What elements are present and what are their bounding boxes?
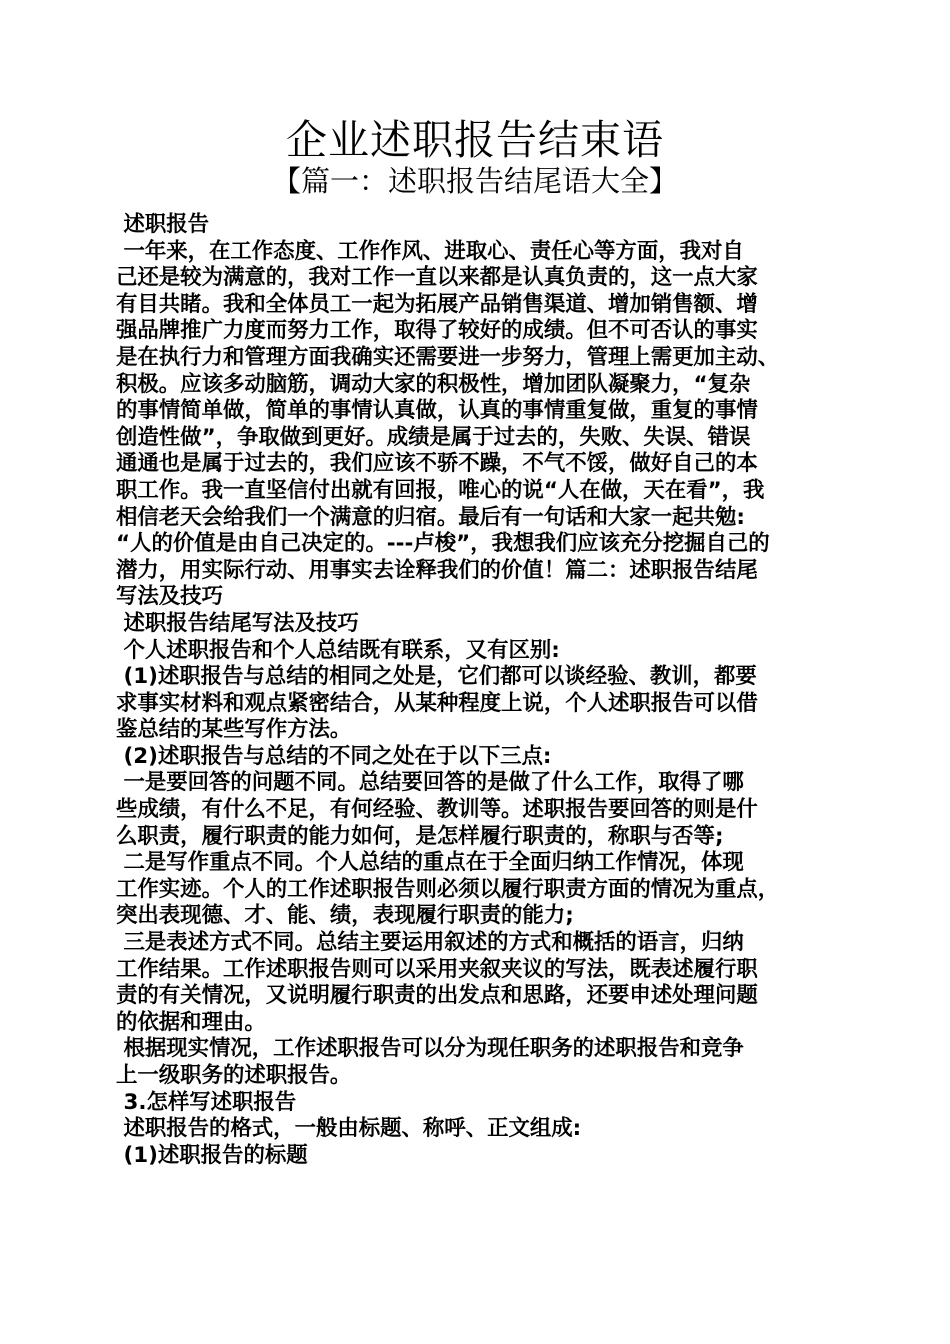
body-text-line: 强品牌推广力度而努力工作，取得了较好的成绩。但不可否认的事实 [116,318,758,344]
body-text-line: 二是写作重点不同。个人总结的重点在于全面归纳工作情况，体现 [116,850,744,876]
body-text-line: 根据现实情况，工作述职报告可以分为现任职务的述职报告和竞争 [116,1036,744,1062]
body-text-line: 一年来，在工作态度、工作作风、进取心、责任心等方面，我对自 [116,238,744,264]
body-text-line: 求事实材料和观点紧密结合，从某种程度上说，个人述职报告可以借 [116,690,758,716]
body-text-line: (2)述职报告与总结的不同之处在于以下三点: [116,743,552,769]
document-title: 企业述职报告结束语 [286,116,664,164]
body-text-line: (1)述职报告的标题 [116,1142,308,1168]
body-text-line: 职工作。我一直坚信付出就有回报，唯心的说“人在做，天在看”，我 [116,477,765,503]
body-text-line: 么职责，履行职责的能力如何，是怎样履行职责的，称职与否等; [116,823,724,849]
body-text-line: 相信老天会给我们一个满意的归宿。最后有一句话和大家一起共勉: [116,504,745,530]
body-text-line: 突出表现德、才、能、绩，表现履行职责的能力; [116,903,574,929]
body-text-line: 工作实迹。个人的工作述职报告则必须以履行职责方面的情况为重点， [116,876,780,902]
body-text-line: 三是表述方式不同。总结主要运用叙述的方式和概括的语言，归纳 [116,930,744,956]
document-body [116,212,846,1169]
body-text-line: 积极。应该多动脑筋，调动大家的积极性，增加团队凝聚力，“复杂 [116,371,751,397]
body-text-line: 述职报告结尾写法及技巧 [116,610,359,636]
body-text-line: 的依据和理由。 [116,1009,266,1035]
body-text-line: 责的有关情况，又说明履行职责的出发点和思路，还要申述处理问题 [116,983,758,1009]
body-text-line: 工作结果。工作述职报告则可以采用夹叙夹议的写法，既表述履行职 [116,956,758,982]
body-text-line: 鉴总结的某些写作方法。 [116,717,352,743]
body-text-line: 一是要回答的问题不同。总结要回答的是做了什么工作，取得了哪 [116,770,744,796]
body-text-line: 些成绩，有什么不足，有何经验、教训等。述职报告要回答的则是什 [116,797,758,823]
body-text-line: 潜力，用实际行动、用事实去诠释我们的价值！篇二：述职报告结尾 [116,557,758,583]
body-text-line: 创造性做”，争取做到更好。成绩是属于过去的，失败、失误、错误 [116,424,751,450]
body-text-line: 是在执行力和管理方面我确实还需要进一步努力，管理上需更加主动、 [116,344,780,370]
body-text-line: 3.怎样写述职报告 [116,1089,297,1115]
body-text-line: 上一级职务的述职报告。 [116,1063,352,1088]
body-text-line: 的事情简单做，简单的事情认真做，认真的事情重复做，重复的事情 [116,398,758,424]
body-text-line: 有目共睹。我和全体员工一起为拓展产品销售渠道、增加销售额、增 [116,291,758,317]
body-text-line: 写法及技巧 [116,584,223,610]
document-subtitle: 【篇一：述职报告结尾语大全】 [271,164,678,198]
body-text-line: 述职报告 [116,212,210,237]
body-text-line: “人的价值是由自己决定的。---卢梭”，我想我们应该充分挖掘自己的 [116,531,770,557]
body-text-line: (1)述职报告与总结的相同之处是，它们都可以谈经验、教训，都要 [116,664,757,690]
body-text-line: 己还是较为满意的，我对工作一直以来都是认真负责的，这一点大家 [116,265,758,291]
body-text-line: 述职报告的格式，一般由标题、称呼、正文组成: [116,1116,582,1142]
body-text-line: 个人述职报告和个人总结既有联系，又有区别: [116,637,560,663]
body-text-line: 通通也是属于过去的，我们应该不骄不躁，不气不馁，做好自己的本 [116,451,758,477]
